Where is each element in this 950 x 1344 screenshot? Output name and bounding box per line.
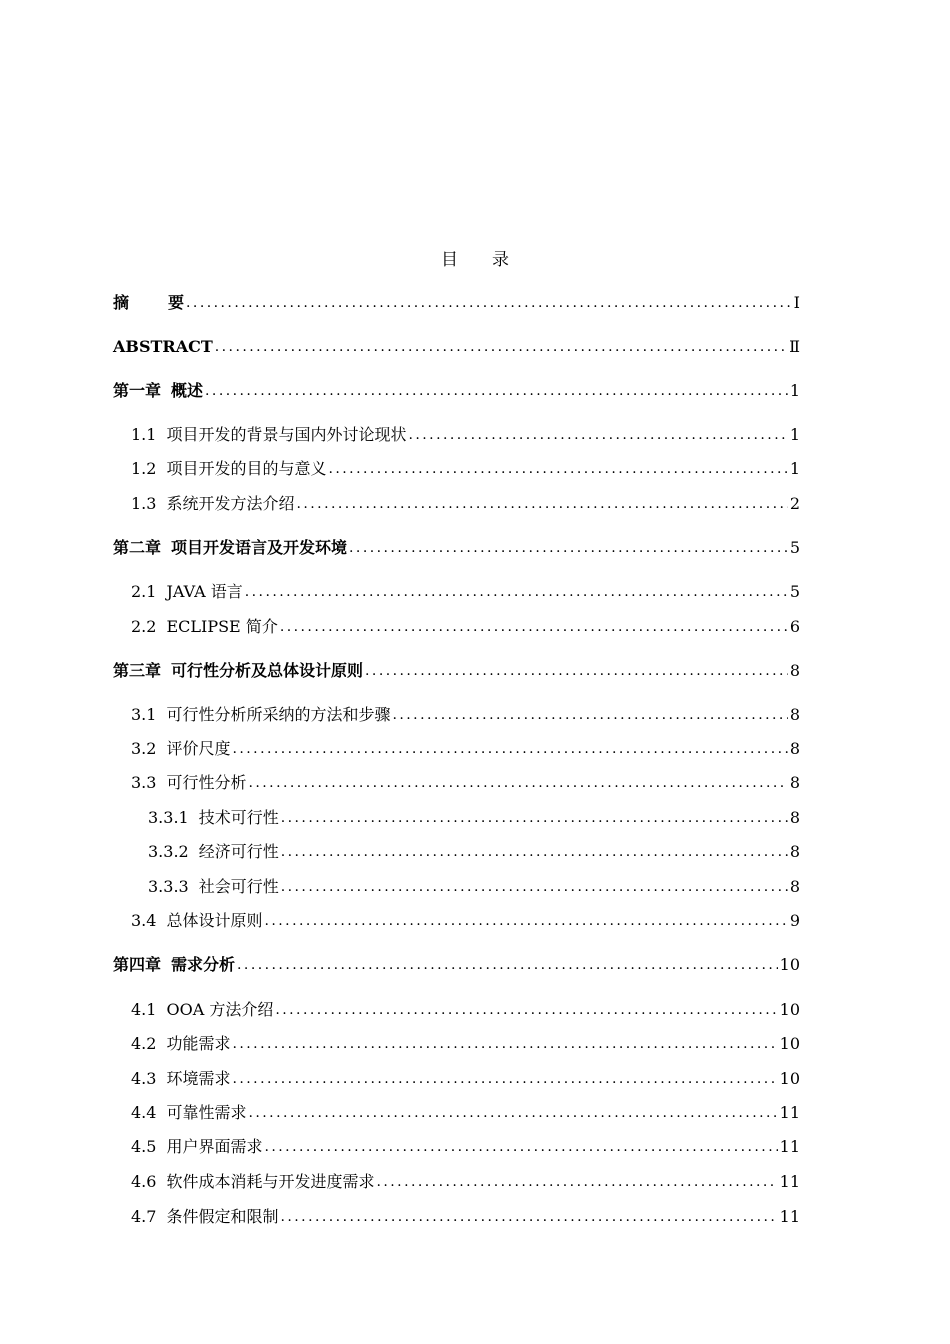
dot-leader bbox=[245, 579, 788, 605]
toc-entry-text: 概述 bbox=[171, 381, 204, 400]
toc-entry-label bbox=[131, 1134, 262, 1160]
toc-entry-text: 需求分析 bbox=[171, 955, 236, 974]
toc-entry-number: 2.2 bbox=[131, 617, 157, 636]
toc-entry-label bbox=[113, 658, 363, 684]
toc-entry-page: 1 bbox=[789, 425, 800, 444]
toc-entry-page: 1 bbox=[789, 381, 800, 400]
toc-entry-page: 8 bbox=[789, 842, 800, 861]
toc-entry-page: 10 bbox=[779, 1069, 800, 1088]
toc-entry-number: 4.3 bbox=[131, 1069, 157, 1088]
toc-entry-page: 8 bbox=[789, 877, 800, 896]
toc-entry[interactable] bbox=[131, 908, 800, 934]
toc-entry-page: 5 bbox=[789, 538, 800, 557]
toc-entry-label bbox=[131, 579, 243, 605]
toc-entry-page: 8 bbox=[789, 705, 800, 724]
toc-entry[interactable] bbox=[113, 334, 800, 360]
toc-entry[interactable] bbox=[131, 702, 800, 728]
toc-entry-text: JAVA 语言 bbox=[166, 582, 243, 601]
toc-entry-number: 3.1 bbox=[131, 705, 157, 724]
toc-entry-text: 功能需求 bbox=[166, 1034, 231, 1053]
toc-entry-number: 3.3.1 bbox=[148, 808, 189, 827]
toc-entry-number: 第一章 bbox=[113, 381, 162, 400]
dot-leader bbox=[232, 736, 787, 762]
toc-entry-label bbox=[113, 334, 213, 360]
toc-entry[interactable] bbox=[131, 1169, 800, 1195]
toc-entry-label bbox=[131, 1066, 230, 1092]
toc-entry-page: 2 bbox=[789, 494, 800, 513]
dot-leader bbox=[408, 422, 787, 448]
toc-entry[interactable] bbox=[131, 614, 800, 640]
toc-entry-number: 4.1 bbox=[131, 1000, 157, 1019]
dot-leader bbox=[328, 456, 787, 482]
toc-entry-text: 可行性分析 bbox=[166, 773, 247, 792]
toc-entry[interactable] bbox=[113, 535, 800, 561]
dot-leader bbox=[376, 1169, 777, 1195]
toc-entry-label bbox=[131, 614, 278, 640]
toc-entry-number: 4.4 bbox=[131, 1103, 157, 1122]
toc-entry-label bbox=[131, 1169, 374, 1195]
toc-entry-page: 6 bbox=[789, 617, 800, 636]
toc-entry-number: 4.7 bbox=[131, 1207, 157, 1226]
toc-entry-number: 2.1 bbox=[131, 582, 157, 601]
dot-leader bbox=[264, 908, 787, 934]
toc-entry-text: 系统开发方法介绍 bbox=[166, 494, 295, 513]
toc-entry-page: 10 bbox=[779, 955, 800, 974]
toc-entry-page: 1 bbox=[789, 459, 800, 478]
toc-entry-page: 8 bbox=[789, 739, 800, 758]
toc-entry-text: 可行性分析所采纳的方法和步骤 bbox=[166, 705, 391, 724]
toc-entry-page: Ⅰ bbox=[793, 293, 800, 312]
toc-entry-label bbox=[148, 874, 279, 900]
dot-leader bbox=[232, 1031, 777, 1057]
toc-entry-page: 10 bbox=[779, 1034, 800, 1053]
dot-leader bbox=[365, 658, 788, 684]
toc-entry-number: 摘 bbox=[113, 293, 130, 312]
toc-entry-label bbox=[131, 1031, 230, 1057]
toc-entry-label bbox=[131, 1204, 278, 1230]
dot-leader bbox=[275, 997, 777, 1023]
toc-entry-label bbox=[113, 378, 203, 404]
toc-entry-page: 10 bbox=[779, 1000, 800, 1019]
toc-entry-page: Ⅱ bbox=[789, 337, 800, 356]
dot-leader bbox=[281, 839, 788, 865]
toc-entry-text: 环境需求 bbox=[166, 1069, 231, 1088]
toc-entry-label bbox=[113, 952, 235, 978]
toc-entry-number: 1.2 bbox=[131, 459, 157, 478]
dot-leader bbox=[205, 378, 788, 404]
toc-entry-page: 11 bbox=[779, 1207, 800, 1226]
toc-entry-number: 4.6 bbox=[131, 1172, 157, 1191]
toc-title-right: 录 bbox=[492, 250, 509, 270]
toc-entry-number: 第二章 bbox=[113, 538, 162, 557]
toc-entry-text: 可行性分析及总体设计原则 bbox=[171, 661, 364, 680]
toc-entry[interactable] bbox=[131, 456, 800, 482]
toc-entry-text: 技术可行性 bbox=[198, 808, 279, 827]
toc-entry-page: 8 bbox=[789, 773, 800, 792]
dot-leader bbox=[237, 952, 778, 978]
dot-leader bbox=[232, 1066, 777, 1092]
toc-entry[interactable] bbox=[113, 378, 800, 404]
toc-entry-text: 要 bbox=[168, 293, 185, 312]
toc-entry-number: 4.5 bbox=[131, 1137, 157, 1156]
toc-entry-label bbox=[113, 535, 347, 561]
toc-entry[interactable] bbox=[113, 952, 800, 978]
toc-entry-text: 总体设计原则 bbox=[166, 911, 263, 930]
dot-leader bbox=[264, 1134, 777, 1160]
toc-entry-label bbox=[113, 290, 184, 316]
toc-entry-page: 11 bbox=[779, 1172, 800, 1191]
toc-entry-label bbox=[148, 805, 279, 831]
toc-entry-page: 8 bbox=[789, 808, 800, 827]
dot-leader bbox=[296, 491, 787, 517]
toc-entry-number: 1.3 bbox=[131, 494, 157, 513]
toc-entry[interactable] bbox=[113, 658, 800, 684]
toc-entry-number: 3.3 bbox=[131, 773, 157, 792]
toc-entry-label bbox=[131, 491, 294, 517]
toc-title-left: 目 bbox=[441, 250, 458, 270]
dot-leader bbox=[248, 770, 787, 796]
toc-entry-label bbox=[131, 1100, 246, 1126]
toc-entry[interactable] bbox=[131, 1100, 800, 1126]
toc-entry-page: 5 bbox=[789, 582, 800, 601]
toc-entry-number: 3.2 bbox=[131, 739, 157, 758]
toc-entry-label bbox=[131, 736, 230, 762]
toc-entry[interactable] bbox=[131, 1204, 800, 1230]
toc-entry[interactable] bbox=[131, 1066, 800, 1092]
toc-entry[interactable] bbox=[131, 1031, 800, 1057]
toc-entry[interactable] bbox=[131, 1134, 800, 1160]
toc-entry-number: 3.3.2 bbox=[148, 842, 189, 861]
dot-leader bbox=[248, 1100, 777, 1126]
toc-entry-number: 3.4 bbox=[131, 911, 157, 930]
toc-entry[interactable] bbox=[131, 736, 800, 762]
toc-entry-label bbox=[131, 422, 406, 448]
toc-entry-number: 4.2 bbox=[131, 1034, 157, 1053]
toc-entry-text: 项目开发的目的与意义 bbox=[166, 459, 327, 478]
toc-entry-text: 项目开发语言及开发环境 bbox=[171, 538, 348, 557]
toc-entry-text: 可靠性需求 bbox=[166, 1103, 247, 1122]
dot-leader bbox=[280, 1204, 777, 1230]
toc-entry-page: 11 bbox=[779, 1137, 800, 1156]
dot-leader bbox=[349, 535, 788, 561]
toc-entry-label bbox=[131, 770, 246, 796]
dot-leader bbox=[281, 805, 788, 831]
toc-entry-text: OOA 方法介绍 bbox=[166, 1000, 274, 1019]
dot-leader bbox=[281, 874, 788, 900]
toc-entry[interactable] bbox=[131, 770, 800, 796]
dot-leader bbox=[392, 702, 787, 728]
toc-entry-text: ECLIPSE 简介 bbox=[166, 617, 278, 636]
toc-entry-label bbox=[131, 702, 390, 728]
toc-entry-text: 经济可行性 bbox=[198, 842, 279, 861]
toc-entry-text: 软件成本消耗与开发进度需求 bbox=[166, 1172, 375, 1191]
toc-entry[interactable] bbox=[131, 422, 800, 448]
toc-entry[interactable] bbox=[131, 579, 800, 605]
toc-entry-text: ABSTRACT bbox=[113, 337, 213, 356]
toc-entry[interactable] bbox=[131, 491, 800, 517]
toc-entry-text: 社会可行性 bbox=[198, 877, 279, 896]
toc-entry[interactable] bbox=[148, 805, 800, 831]
toc-entry[interactable] bbox=[148, 874, 800, 900]
toc-entry-text: 条件假定和限制 bbox=[166, 1207, 279, 1226]
toc-entry-page: 9 bbox=[789, 911, 800, 930]
toc-entry-page: 11 bbox=[779, 1103, 800, 1122]
toc-entry-label bbox=[131, 997, 273, 1023]
dot-leader bbox=[215, 334, 787, 360]
toc-entry[interactable] bbox=[131, 997, 800, 1023]
toc-entry-text: 用户界面需求 bbox=[166, 1137, 263, 1156]
toc-entry-text: 项目开发的背景与国内外讨论现状 bbox=[166, 425, 407, 444]
dot-leader bbox=[186, 290, 792, 316]
toc-entry-number: 第三章 bbox=[113, 661, 162, 680]
toc-entry[interactable] bbox=[148, 839, 800, 865]
toc-entry-number: 第四章 bbox=[113, 955, 162, 974]
toc-entry-text: 评价尺度 bbox=[166, 739, 231, 758]
toc-entry-number: 3.3.3 bbox=[148, 877, 189, 896]
dot-leader bbox=[280, 614, 788, 640]
toc-entry-label bbox=[131, 456, 326, 482]
toc-entry-label bbox=[131, 908, 262, 934]
toc-title bbox=[0, 248, 950, 272]
toc-entry-label bbox=[148, 839, 279, 865]
toc-entry[interactable] bbox=[113, 290, 800, 316]
toc-entry-number: 1.1 bbox=[131, 425, 157, 444]
toc-entry-page: 8 bbox=[789, 661, 800, 680]
